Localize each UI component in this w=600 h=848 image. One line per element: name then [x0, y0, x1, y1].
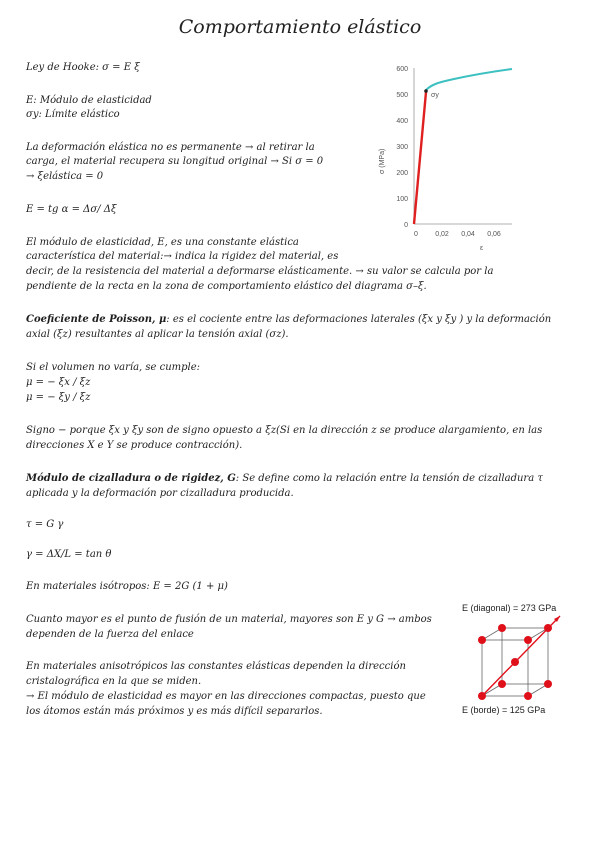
shear-definition: : Se define como la relación entre la tensión de cizalladura τ	[235, 473, 543, 484]
page-title: Comportamiento elástico	[178, 16, 422, 38]
y-tick-label: 400	[396, 118, 408, 125]
text-line: σy: Límite elástico	[26, 109, 120, 120]
atom	[544, 680, 552, 688]
atom	[544, 624, 552, 632]
text-line: La deformación elástica no es permanente → al retirar la	[26, 142, 315, 153]
atom	[478, 636, 486, 644]
x-axis-label: ε	[480, 245, 484, 252]
crystal-cube-figure	[460, 600, 570, 718]
yield-label: σy	[431, 92, 439, 99]
atom	[478, 692, 486, 700]
formula-line: μ = − ξy / ξz	[26, 392, 91, 403]
label-edge: E (borde) = 125 GPa	[462, 705, 546, 715]
atom	[524, 636, 532, 644]
text-line: → ξelástica = 0	[26, 171, 104, 182]
text-line: Signo − porque ξx y ξy son de signo opuesto a ξz(Si en la dirección z se produce alargamiento, en las	[26, 425, 543, 436]
poisson-definition: : es el cociente entre las deformaciones laterales (ξx y ξy ) y la deformación	[166, 314, 552, 325]
atom-center	[511, 658, 519, 666]
text-line: En materiales isótropos: E = 2G (1 + μ)	[26, 581, 228, 592]
x-tick-label: 0,02	[435, 231, 449, 238]
formula-line: τ = G γ	[26, 519, 64, 530]
text-line: característica del material:→ indica la rigidez del material, es	[26, 251, 339, 262]
text-line: → El módulo de elasticidad es mayor en las direcciones compactas, puesto que	[26, 691, 426, 702]
text-line: direcciones X e Y se produce contracción).	[26, 440, 243, 451]
text-line: los átomos están más próximos y es más difícil separarlos.	[26, 706, 323, 717]
y-tick-label: 100	[396, 196, 408, 203]
text-line: En materiales anisotrópicos las constantes elásticas dependen la dirección	[26, 661, 406, 672]
figure-background	[370, 64, 515, 254]
stress-strain-figure	[370, 64, 515, 254]
poisson-line	[26, 313, 551, 326]
formula-line: E = tg α = Δσ/ Δξ	[26, 204, 117, 215]
shear-heading: Módulo de cizalladura o de rigidez, G	[26, 473, 236, 484]
hooke-law: Ley de Hooke: σ = E ξ	[26, 62, 140, 73]
yield-point	[424, 89, 428, 93]
y-tick-label: 0	[404, 222, 408, 229]
y-tick-label: 500	[396, 92, 408, 99]
formula-line: γ = ΔX/L = tan θ	[26, 549, 112, 560]
label-diagonal: E (diagonal) = 273 GPa	[462, 603, 557, 613]
text-line: decir, de la resistencia del material a deformarse elásticamente. → su valor se calcula por la	[26, 266, 494, 277]
atom	[498, 680, 506, 688]
text-line: dependen de la fuerza del enlace	[26, 629, 194, 640]
poisson-heading: Coeficiente de Poisson, μ	[26, 314, 167, 325]
y-tick-label: 200	[396, 170, 408, 177]
text-line: Cuanto mayor es el punto de fusión de un material, mayores son E y G → ambos	[26, 614, 432, 625]
text-line: axial (ξz) resultantes al aplicar la tensión axial (σz).	[26, 329, 289, 340]
shear-line	[26, 472, 543, 485]
text-line: pendiente de la recta en la zona de comportamiento elástico del diagrama σ–ξ.	[26, 281, 427, 292]
y-tick-label: 300	[396, 144, 408, 151]
y-axis-label: σ (MPa)	[379, 148, 386, 174]
x-tick-label: 0,04	[461, 231, 475, 238]
atom	[524, 692, 532, 700]
atom	[498, 624, 506, 632]
text-line: E: Módulo de elasticidad	[26, 95, 152, 106]
text-line: carga, el material recupera su longitud original → Si σ = 0	[26, 156, 324, 167]
y-tick-label: 600	[396, 66, 408, 73]
x-tick-label: 0,06	[487, 231, 501, 238]
text-line: cristalográfica en la que se miden.	[26, 676, 202, 687]
formula-line: μ = − ξx / ξz	[26, 377, 91, 388]
text-line: Si el volumen no varía, se cumple:	[26, 362, 201, 373]
text-line: aplicada y la deformación por cizalladura producida.	[26, 488, 294, 499]
text-line: El módulo de elasticidad, E, es una constante elástica	[26, 237, 299, 248]
x-tick-label: 0	[414, 231, 418, 238]
